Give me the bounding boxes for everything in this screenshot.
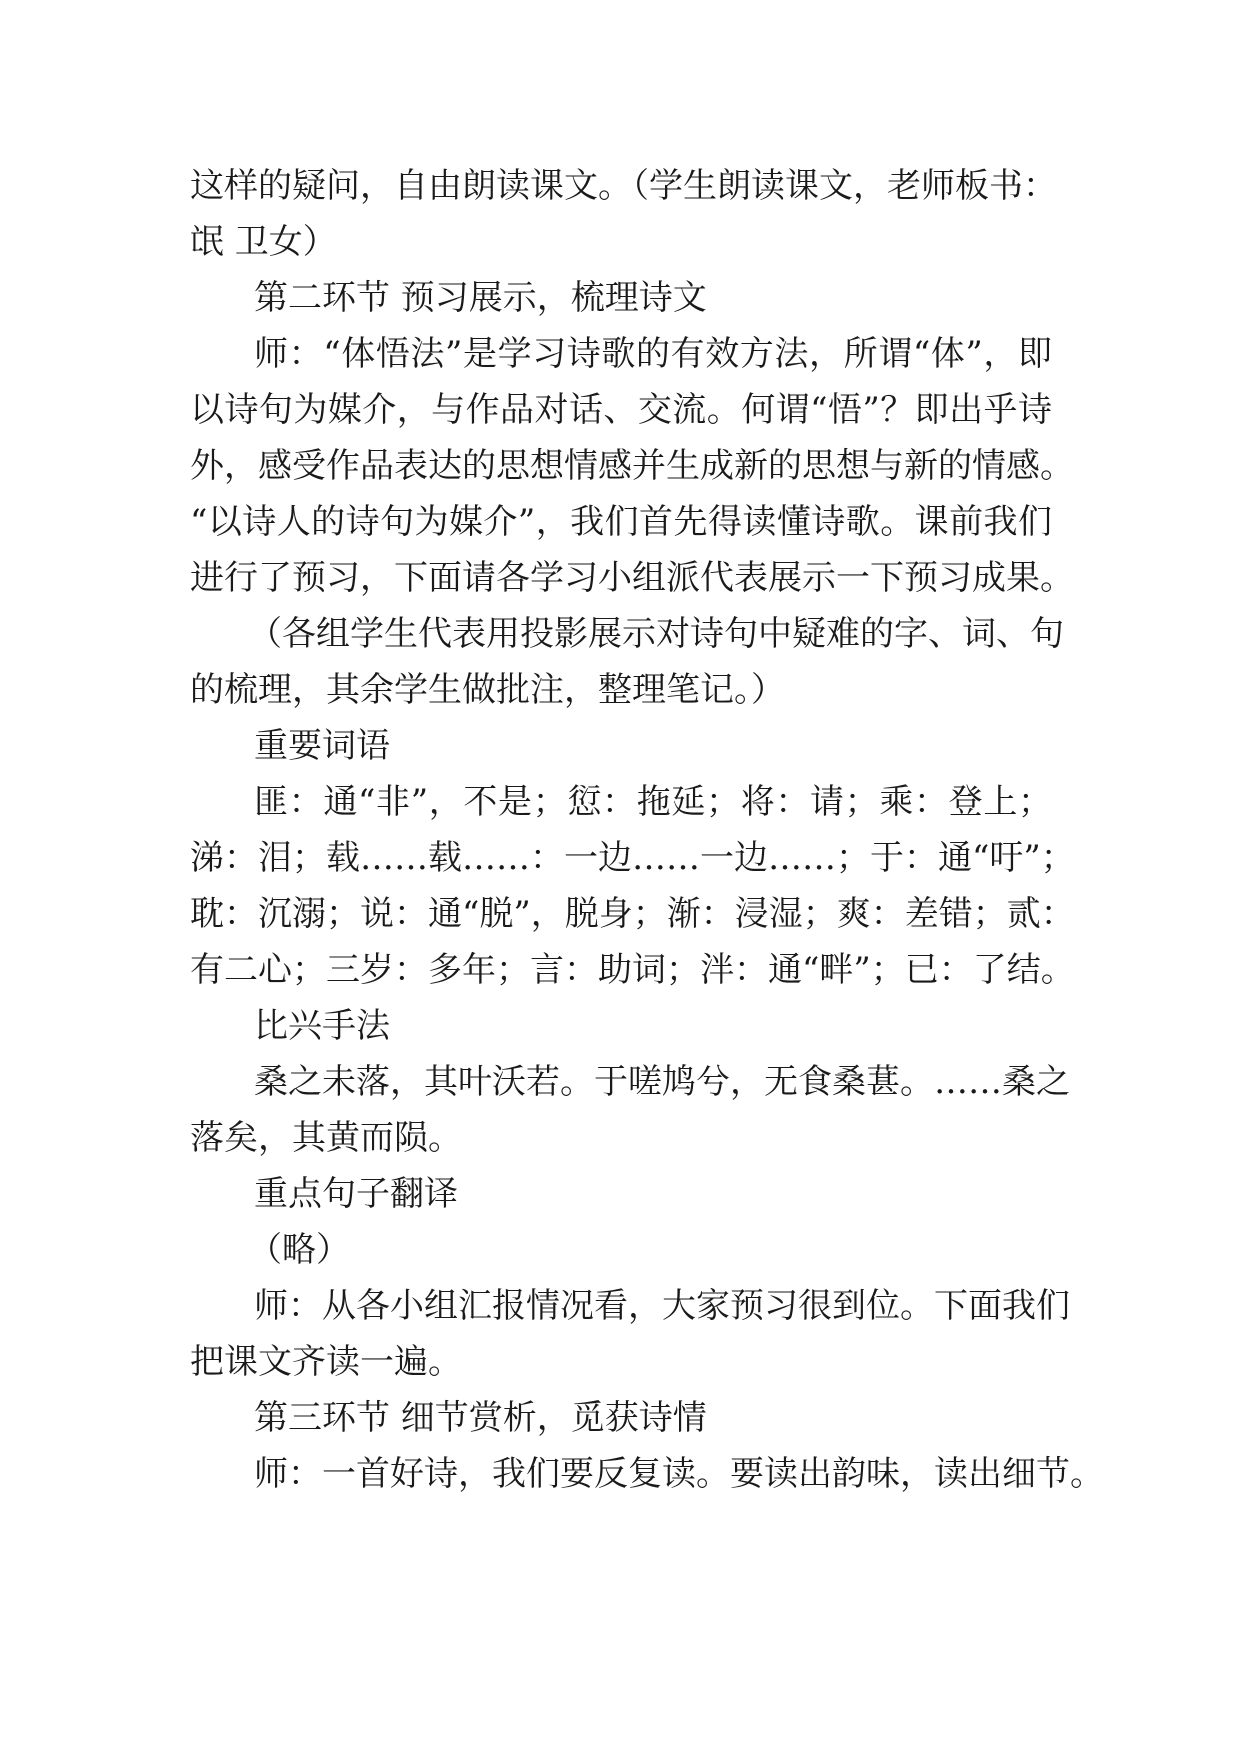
subheading: 比兴手法 [254, 1006, 390, 1046]
section-heading: 第二环节 预习展示，梳理诗文 [254, 278, 707, 318]
body-line: 以诗句为媒介，与作品对话、交流。何谓“悟”？即出乎诗 [190, 390, 1052, 430]
body-line: “以诗人的诗句为媒介”，我们首先得读懂诗歌。课前我们 [190, 502, 1052, 542]
body-line: （各组学生代表用投影展示对诗句中疑难的字、词、句 [248, 614, 1064, 654]
body-line: 涕：泪；载……载……：一边……一边……；于：通“吁”； [190, 838, 1075, 878]
body-line: （略） [248, 1230, 350, 1270]
body-line: 把课文齐读一遍。 [190, 1342, 462, 1382]
body-line: 进行了预习，下面请各学习小组派代表展示一下预习成果。 [190, 558, 1074, 598]
body-line: 这样的疑问，自由朗读课文。（学生朗读课文，老师板书： [190, 166, 1057, 206]
body-line: 的梳理，其余学生做批注，整理笔记。） [190, 670, 785, 710]
body-line: 有二心；三岁：多年；言：助词；泮：通“畔”；已：了结。 [190, 950, 1075, 990]
body-line: 师：从各小组汇报情况看，大家预习很到位。下面我们 [254, 1286, 1070, 1326]
body-line: 师：“体悟法”是学习诗歌的有效方法，所谓“体”，即 [254, 334, 1052, 374]
subheading: 重要词语 [254, 726, 390, 766]
body-line: 桑之未落，其叶沃若。于嗟鸠兮，无食桑葚。……桑之 [254, 1062, 1070, 1102]
body-line: 耽：沉溺；说：通“脱”，脱身；渐：浸湿；爽：差错；贰： [190, 894, 1075, 934]
subheading: 重点句子翻译 [254, 1174, 458, 1214]
body-line: 师：一首好诗，我们要反复读。要读出韵味，读出细节。 [254, 1454, 1104, 1494]
body-line: 氓 卫女） [190, 222, 337, 262]
body-line: 匪：通“非”，不是；愆：拖延；将：请；乘：登上； [254, 782, 1052, 822]
body-line: 外，感受作品表达的思想情感并生成新的思想与新的情感。 [190, 446, 1074, 486]
body-line: 落矣，其黄而陨。 [190, 1118, 462, 1158]
section-heading: 第三环节 细节赏析，觅获诗情 [254, 1398, 707, 1438]
